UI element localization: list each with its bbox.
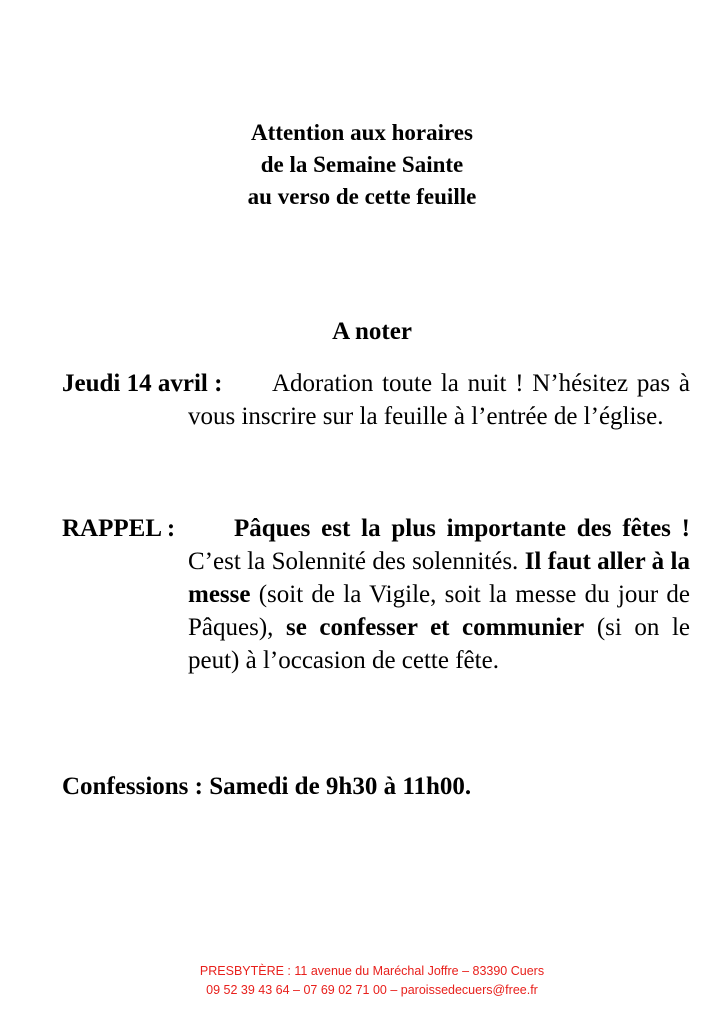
rappel-text-6: (si on le peut) à l’occasion de cette fête. (188, 614, 691, 674)
rappel-bold-3: Il faut aller à la messe (188, 548, 690, 608)
jeudi-text: Adoration toute la nuit ! N’hésitez pas à vous inscrire sur la feuille à l’entrée de l’église. (188, 370, 690, 430)
header-line-3: au verso de cette feuille (247, 184, 477, 209)
jeudi-label: Jeudi 14 avril : (62, 370, 223, 397)
rappel-bold-1: Pâques est la plus importante des fêtes ! (234, 515, 690, 542)
rappel-label: RAPPEL : (62, 515, 176, 542)
jeudi-entry (62, 367, 690, 433)
rappel-text-2: C’est la Solennité des solennités. (188, 548, 525, 575)
header-line-1: Attention aux horaires (251, 120, 473, 145)
confessions-line: Confessions : Samedi de 9h30 à 11h00. (62, 773, 472, 800)
footer-contact: 09 52 39 43 64 – 07 69 02 71 00 – paroissedecuers@free.fr (206, 983, 538, 997)
rappel-bold-5: se confesser et communier (285, 614, 585, 641)
header-line-2: de la Semaine Sainte (260, 152, 464, 177)
page-footer (0, 962, 724, 1000)
rappel-text (188, 512, 690, 677)
rappel-text-4: (soit de la Vigile, soit la messe du jour de Pâques), (188, 581, 690, 641)
rappel-entry (62, 512, 690, 677)
footer-address: PRESBYTÈRE : 11 avenue du Maréchal Joffre – 83390 Cuers (199, 964, 545, 978)
page-header (0, 117, 724, 213)
note-heading: A noter (332, 318, 412, 345)
